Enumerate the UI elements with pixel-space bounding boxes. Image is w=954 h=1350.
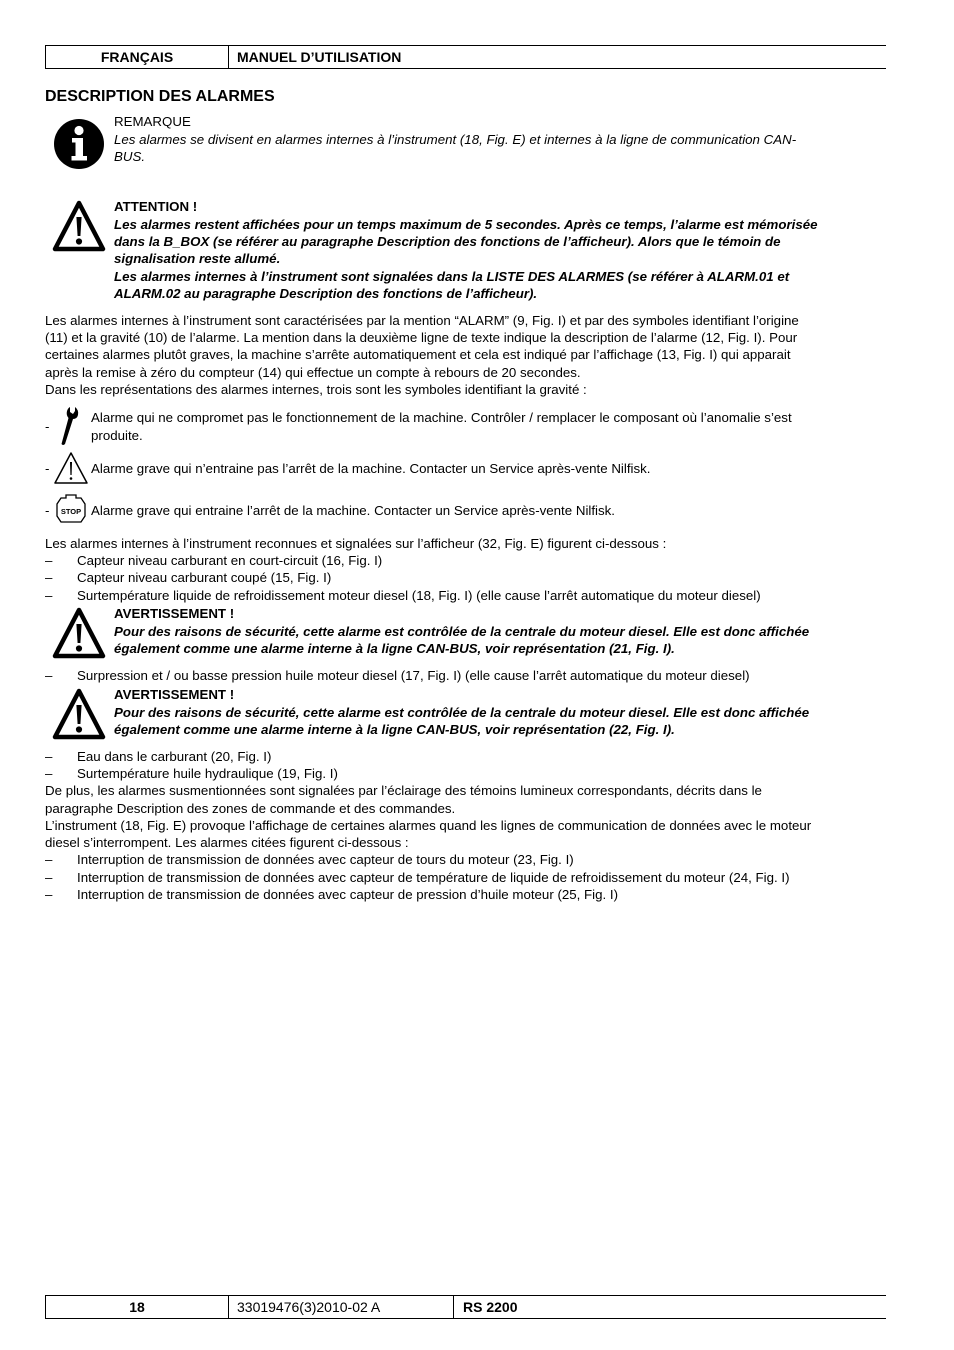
warning-outline-icon [53, 451, 89, 485]
list-item: Surpression et / ou basse pression huile moteur diesel (17, Fig. I) (elle cause l’arrêt automatique du moteur diesel) [77, 668, 750, 683]
warning-symbol-text: Alarme grave qui n’entraine pas l’arrêt de la machine. Contacter un Service après-vente Nilfisk. [91, 461, 651, 476]
symbol-dash: - [45, 461, 50, 476]
attention-line-1: Les alarmes restent affichées pour un temps maximum de 5 secondes. Après ce temps, l’alarme est mémorisée [114, 217, 818, 232]
list-dash: – [45, 749, 53, 764]
list-dash: – [45, 553, 53, 568]
page-number: 18 [45, 1296, 229, 1318]
warning-2-line-2: également comme une alarme interne à la ligne CAN-BUS, voir représentation (22, Fig. I). [114, 722, 675, 737]
warning-triangle-icon [52, 607, 106, 659]
list-item: Surtempérature huile hydraulique (19, Fig. I) [77, 766, 338, 781]
wrench-text-line-1: Alarme qui ne compromet pas le fonctionnement de la machine. Contrôler / remplacer le composant où l’anomalie s’est [91, 410, 792, 425]
attention-line-5: ALARM.02 au paragraphe Description des fonctions de l’afficheur). [114, 286, 538, 301]
list-dash: – [45, 870, 53, 885]
info-icon [53, 118, 105, 170]
header-manual-title: MANUEL D’UTILISATION [237, 49, 402, 65]
closing-line-3: L’instrument (18, Fig. E) provoque l’affichage de certaines alarmes quand les lignes de communication de données avec le moteur [45, 818, 812, 833]
model-name: RS 2200 [463, 1299, 518, 1315]
list-dash: – [45, 766, 53, 781]
warning-triangle-icon [52, 688, 106, 740]
page-header [45, 45, 886, 69]
document-code: 33019476(3)2010-02 A [237, 1296, 454, 1318]
warning-1-label: AVERTISSEMENT ! [114, 606, 235, 621]
list-dash: – [45, 887, 53, 902]
list-item: Eau dans le carburant (20, Fig. I) [77, 749, 272, 764]
intro-line-1: Les alarmes internes à l’instrument sont caractérisées par la mention “ALARM” (9, Fig. I) et par des symboles identifiant l’origine [45, 313, 799, 328]
remark-line-1: Les alarmes se divisent en alarmes internes à l’instrument (18, Fig. E) et internes à la ligne de communication CAN- [114, 132, 797, 147]
list-dash: – [45, 570, 53, 585]
warning-2-label: AVERTISSEMENT ! [114, 687, 235, 702]
closing-line-2: paragraphe Description des zones de commande et des commandes. [45, 801, 456, 816]
list-intro: Les alarmes internes à l’instrument reconnues et signalées sur l’afficheur (32, Fig. E) figurent ci-dessous : [45, 536, 667, 551]
remark-label: REMARQUE [114, 114, 191, 129]
stop-text: STOP [60, 507, 82, 516]
attention-line-3: signalisation reste allumé. [114, 251, 281, 266]
list-dash: – [45, 852, 53, 867]
wrench-text-line-2: produite. [91, 428, 143, 443]
header-language: FRANÇAIS [45, 46, 229, 68]
closing-line-1: De plus, les alarmes susmentionnées sont signalées par l’éclairage des témoins lumineux correspondants, décrits dans le [45, 783, 762, 798]
attention-line-2: dans la B_BOX (se référer au paragraphe Description des fonctions de l’afficheur). Alors que le témoin de [114, 234, 781, 249]
list-item: Interruption de transmission de données avec capteur de tours du moteur (23, Fig. I) [77, 852, 574, 867]
attention-label: ATTENTION ! [114, 199, 198, 214]
intro-line-5: Dans les représentations des alarmes internes, trois sont les symboles identifiant la gravité : [45, 382, 587, 397]
intro-line-3: certaines alarmes plutôt graves, la machine s’arrête automatiquement et cela est indiqué par l’affichage (13, Fig. I) qui apparait [45, 347, 791, 362]
closing-line-4: diesel s’interrompent. Les alarmes citées figurent ci-dessous : [45, 835, 409, 850]
list-dash: – [45, 668, 53, 683]
list-item: Capteur niveau carburant en court-circuit (16, Fig. I) [77, 553, 383, 568]
list-item: Interruption de transmission de données avec capteur de température de liquide de refroidissement du moteur (24, Fig. I) [77, 870, 790, 885]
remark-line-2: BUS. [114, 149, 146, 164]
stop-engine-icon [55, 492, 87, 526]
warning-1-line-2: également comme une alarme interne à la ligne CAN-BUS, voir représentation (21, Fig. I). [114, 641, 675, 656]
page-footer [45, 1295, 886, 1319]
warning-1-line-1: Pour des raisons de sécurité, cette alarme est contrôlée de la centrale du moteur diesel. Elle est donc affichée [114, 624, 810, 639]
symbol-dash: - [45, 419, 50, 434]
section-title: DESCRIPTION DES ALARMES [45, 88, 275, 105]
intro-line-4: après la remise à zéro du compteur (14) qui effectue un compte à rebours de 20 secondes. [45, 365, 581, 380]
stop-symbol-text: Alarme grave qui entraine l’arrêt de la machine. Contacter un Service après-vente Nilfisk. [91, 503, 615, 518]
list-item: Interruption de transmission de données avec capteur de pression d’huile moteur (25, Fig. I) [77, 887, 619, 902]
wrench-icon [58, 406, 80, 446]
intro-line-2: (11) et la gravité (10) de l’alarme. La mention dans la deuxième ligne de texte indique la description de l’alarme (12, Fig. I). Pour [45, 330, 798, 345]
list-dash: – [45, 588, 53, 603]
warning-triangle-icon [52, 200, 106, 252]
list-item: Capteur niveau carburant coupé (15, Fig. I) [77, 570, 332, 585]
list-item: Surtempérature liquide de refroidissement moteur diesel (18, Fig. I) (elle cause l’arrêt automatique du moteur diesel) [77, 588, 761, 603]
attention-line-4: Les alarmes internes à l’instrument sont signalées dans la LISTE DES ALARMES (se référer à ALARM.01 et [114, 269, 790, 284]
warning-2-line-1: Pour des raisons de sécurité, cette alarme est contrôlée de la centrale du moteur diesel. Elle est donc affichée [114, 705, 810, 720]
symbol-dash: - [45, 503, 50, 518]
